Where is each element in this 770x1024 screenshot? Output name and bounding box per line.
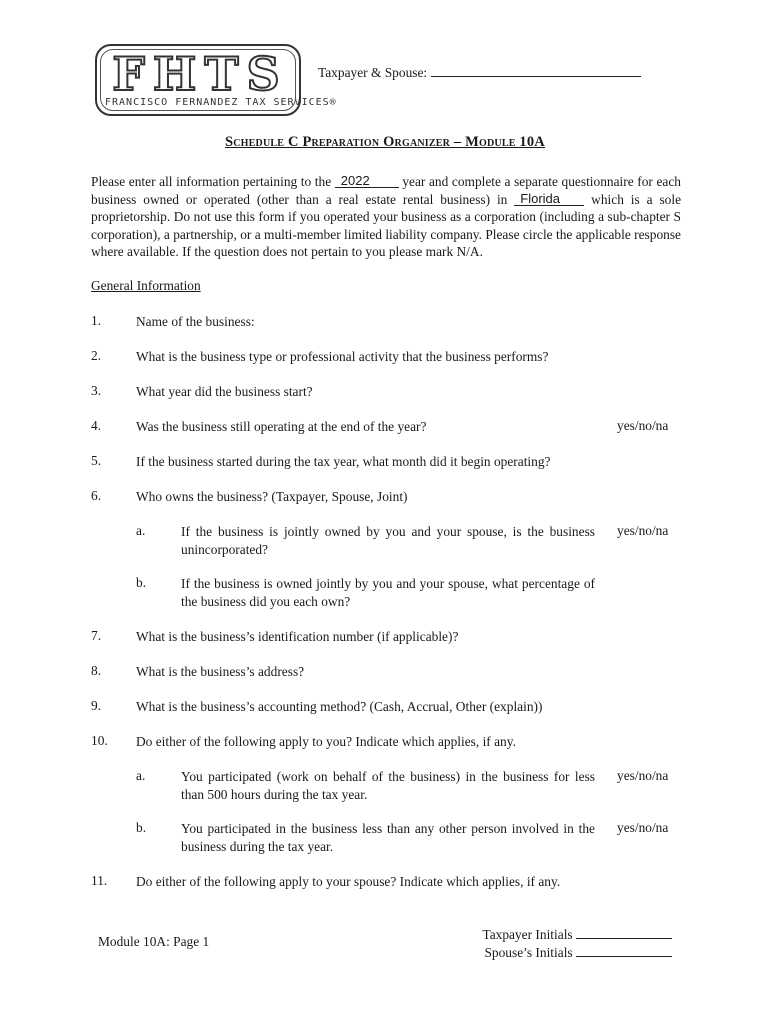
spouse-initials-blank[interactable] <box>576 944 672 957</box>
page-footer-label: Module 10A: Page 1 <box>98 934 210 949</box>
logo-letters: FHTS <box>112 47 288 101</box>
tax-year-field[interactable] <box>335 174 399 188</box>
answer-choice-q10b[interactable]: yes/no/na <box>617 820 669 835</box>
question-number-8: 8. <box>91 663 102 678</box>
q6-sub-text-a: If the business is jointly owned by you and your spouse, is the business unincorporated? <box>181 524 595 557</box>
taxpayer-initials-field <box>472 926 672 944</box>
question-number-11: 11. <box>91 873 108 888</box>
question-text-1: Name of the business: <box>136 314 255 329</box>
taxpayer-spouse-field <box>318 64 641 81</box>
intro-text-1: Please enter all information pertaining to the <box>91 174 335 189</box>
section-heading: General Information <box>91 278 201 293</box>
question-text-2: What is the business type or professional activity that the business performs? <box>136 349 549 364</box>
question-number-3: 3. <box>91 383 102 398</box>
question-text-6: Who owns the business? (Taxpayer, Spouse, Joint) <box>136 489 408 504</box>
q6-sub-letter-a: a. <box>136 523 146 538</box>
intro-paragraph <box>91 173 681 261</box>
q6-sub-letter-b: b. <box>136 575 147 590</box>
taxpayer-initials-label: Taxpayer Initials <box>482 927 573 942</box>
q10-sub-text-a: You participated (work on behalf of the business) in the business for less than 500 hours during the tax year. <box>181 769 595 802</box>
state-value: Florida <box>520 190 561 206</box>
question-number-2: 2. <box>91 348 102 363</box>
question-text-5: If the business started during the tax year, what month did it begin operating? <box>136 454 551 469</box>
intro-text-3: which is a sole proprietorship. Do not use this form if you operated your business as a corporation (including a sub-chapter S corporation), a partnership, or a multi-member limited liability company. Please circle the applicable response where available. If the question does not pertain to you please mark N/A. <box>91 191 682 259</box>
taxpayer-initials-blank[interactable] <box>576 926 672 939</box>
question-number-6: 6. <box>91 488 102 503</box>
spouse-initials-field <box>472 944 672 962</box>
tax-year-value: 2022 <box>340 173 370 188</box>
page-title: Schedule C Preparation Organizer – Module 10A <box>225 134 545 150</box>
question-text-11: Do either of the following apply to your spouse? Indicate which applies, if any. <box>136 874 561 889</box>
logo-subtitle: FRANCISCO FERNANDEZ TAX SERVICES® <box>105 97 337 108</box>
q6-sub-text-b: If the business is owned jointly by you and your spouse, what percentage of the business did you each own? <box>181 576 595 609</box>
answer-choice-q6a[interactable]: yes/no/na <box>617 523 669 538</box>
question-number-5: 5. <box>91 453 102 468</box>
question-text-8: What is the business’s address? <box>136 664 305 679</box>
spouse-initials-label: Spouse’s Initials <box>484 945 573 960</box>
q10-sub-text-b: You participated in the business less than any other person involved in the business during the tax year. <box>181 821 595 854</box>
question-number-7: 7. <box>91 628 102 643</box>
state-field[interactable] <box>514 192 584 206</box>
intro-text-2: year and complete a separate questionnaire for each business owned or operated (other than a real estate rental business) in <box>91 174 681 207</box>
answer-choice-q4[interactable]: yes/no/na <box>617 418 669 433</box>
taxpayer-spouse-blank[interactable] <box>431 64 641 77</box>
question-text-9: What is the business’s accounting method? (Cash, Accrual, Other (explain)) <box>136 699 543 714</box>
q10-sub-letter-a: a. <box>136 768 146 783</box>
question-number-9: 9. <box>91 698 102 713</box>
company-logo <box>95 44 337 116</box>
question-number-4: 4. <box>91 418 102 433</box>
question-number-1: 1. <box>91 313 102 328</box>
question-text-4: Was the business still operating at the end of the year? <box>136 419 427 434</box>
answer-choice-q10a[interactable]: yes/no/na <box>617 768 669 783</box>
question-text-3: What year did the business start? <box>136 384 313 399</box>
q10-sub-letter-b: b. <box>136 820 147 835</box>
question-text-7: What is the business’s identification number (if applicable)? <box>136 629 459 644</box>
question-number-10: 10. <box>91 733 108 748</box>
taxpayer-spouse-label: Taxpayer & Spouse: <box>318 65 428 80</box>
question-text-10: Do either of the following apply to you? Indicate which applies, if any. <box>136 734 516 749</box>
